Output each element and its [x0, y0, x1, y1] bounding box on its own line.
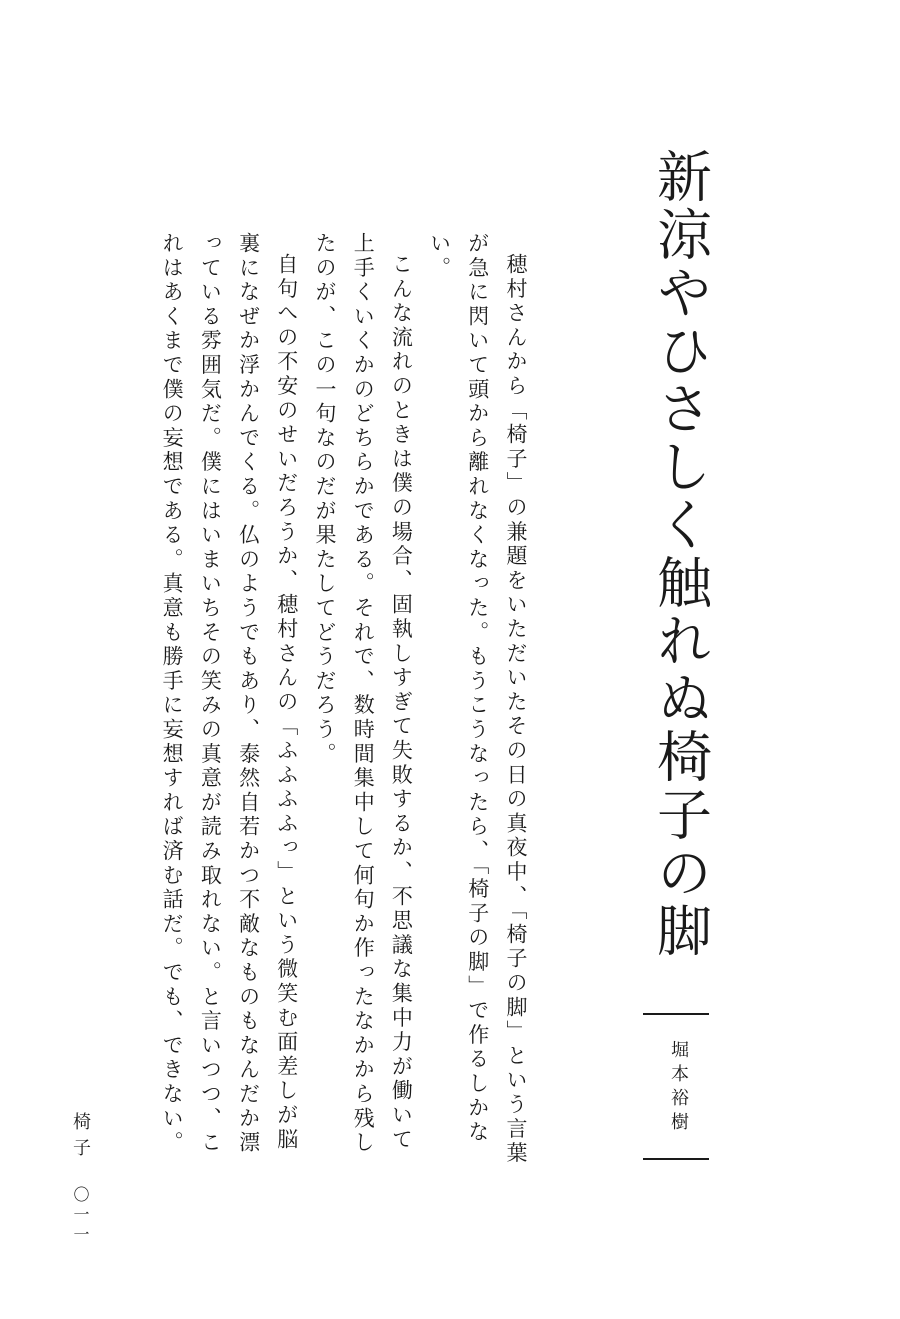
author-rule-top: [643, 1013, 709, 1015]
author-rule-bottom: [643, 1158, 709, 1160]
essay-title: 新涼やひさしく触れぬ椅子の脚: [648, 148, 712, 960]
paragraph: こんな流れのときは僕の場合、固執しすぎて失敗するか、不思議な集中力が働いて上手くいくかのどちらかである。それで、数時間集中して何句か作ったなかから残したのが、この一句なのだが果たしてどうだろう。: [312, 232, 414, 1156]
author-name: 堀本裕樹: [668, 1040, 689, 1136]
page-number: 〇一一: [71, 1186, 90, 1246]
paragraph: 穂村さんから「椅子」の兼題をいただいたその日の真夜中、「椅子の脚」という言葉が急に閃いて頭から離れなくなった。もうこうなったら、「椅子の脚」で作るしかない。: [427, 232, 528, 1166]
essay-body: [150, 232, 535, 1172]
paragraph: 自句への不安のせいだろうか、穂村さんの「ふふふふっ」という微笑む面差しが脳裏になぜか浮かんでくる。仏のようでもあり、泰然自若かつ不敵なものもなんだか漂っている雰囲気だ。僕にはいまいちその笑みの真意が読み取れない。と言いつつ、これはあくまで僕の妄想である。真意も勝手に妄想すれば済む話だ。でも、できない。: [160, 232, 299, 1156]
running-footer-title: 椅子: [70, 1112, 91, 1164]
